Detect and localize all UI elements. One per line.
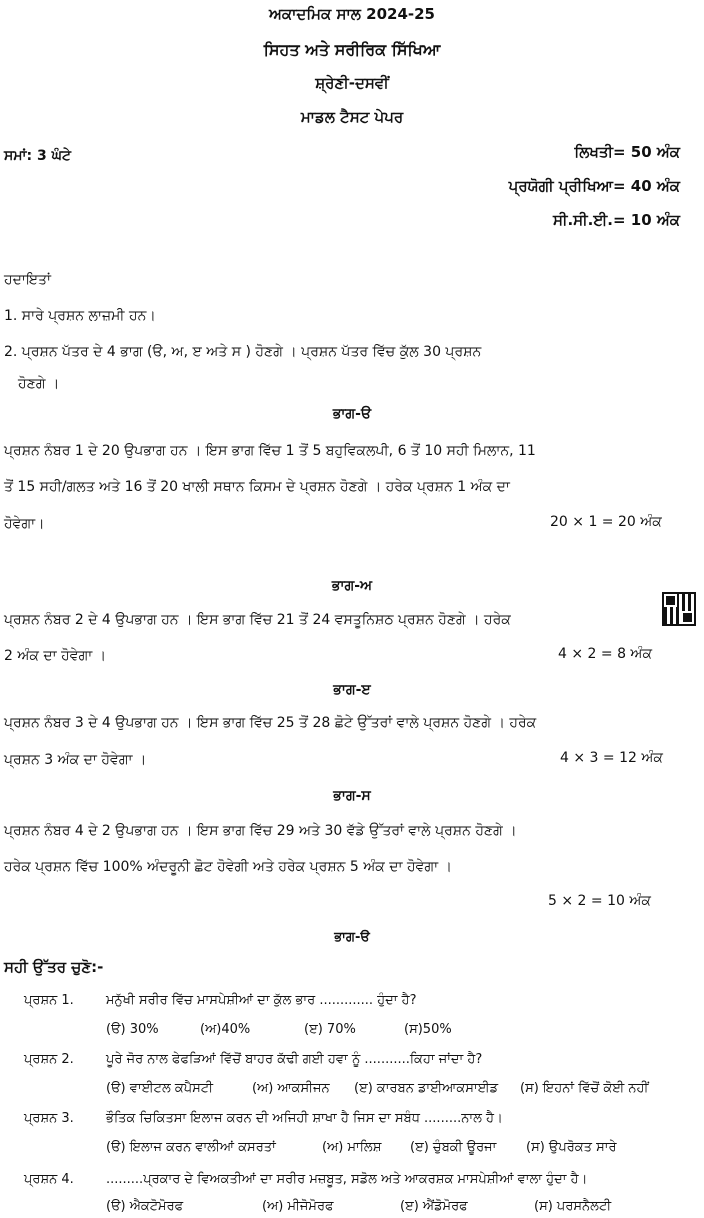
question-4-number: ਪ੍ਰਸ਼ਨ 4.	[24, 1172, 74, 1187]
marks-cce: ਸੀ.ਸੀ.ਈ.= 10 ਅੰਕ	[552, 211, 680, 229]
instruction-1: 1. ਸਾਰੇ ਪ੍ਰਸ਼ਨ ਲਾਜ਼ਮੀ ਹਨ।	[4, 308, 156, 324]
section-b-title: ਭਾਗ-ਅ	[331, 578, 373, 594]
section-c-line-2: ਪ੍ਰਸ਼ਨ 3 ਅੰਕ ਦਾ ਹੋਵੇਗਾ ।	[4, 752, 147, 768]
section-d-line-1: ਪ੍ਰਸ਼ਨ ਨੰਬਰ 4 ਦੇ 2 ਉਪਭਾਗ ਹਨ । ਇਸ ਭਾਗ ਵਿੱਚ 29 ਅਤੇ 30 ਵੱਡੇ ਉੱਤਰਾਂ ਵਾਲੇ ਪ੍ਰਸ਼ਨ ਹੋਣਗੇ ।	[4, 823, 517, 839]
academic-session: ਅਕਾਦਮਿਕ ਸਾਲ 2024-25	[269, 5, 435, 23]
section-d-marks: 5 × 2 = 10 ਅੰਕ	[548, 893, 651, 909]
class-label: ਸ਼੍ਰੇਣੀ-ਦਸਵੀਂ	[315, 74, 389, 92]
section-a-title: ਭਾਗ-ੳ	[332, 406, 372, 422]
q1-option-c: (ੲ) 70%	[304, 1022, 356, 1037]
q2-option-b: (ਅ) ਆਕਸੀਜਨ	[252, 1081, 330, 1096]
question-3-number: ਪ੍ਰਸ਼ਨ 3.	[24, 1111, 74, 1126]
q3-option-b: (ਅ) ਮਾਲਿਸ਼	[322, 1140, 382, 1155]
qr-code-icon	[662, 592, 696, 626]
q2-option-d: (ਸ) ਇਹਨਾਂ ਵਿੱਚੋਂ ਕੋਈ ਨਹੀਂ	[520, 1081, 649, 1096]
question-1-text: ਮਨੁੱਖੀ ਸਰੀਰ ਵਿੱਚ ਮਾਸਪੇਸ਼ੀਆਂ ਦਾ ਕੁੱਲ ਭਾਰ ............. ਹੁੰਦਾ ਹੈ?	[106, 993, 417, 1008]
question-2-number: ਪ੍ਰਸ਼ਨ 2.	[24, 1052, 74, 1067]
q4-option-c: (ੲ) ਐਂਡੋਮੋਰਫ	[400, 1199, 468, 1214]
q1-option-a: (ੳ) 30%	[106, 1022, 159, 1037]
q1-option-b: (ਅ)40%	[200, 1022, 251, 1037]
section-c-line-1: ਪ੍ਰਸ਼ਨ ਨੰਬਰ 3 ਦੇ 4 ਉਪਭਾਗ ਹਨ । ਇਸ ਭਾਗ ਵਿੱਚ 25 ਤੋਂ 28 ਛੋਟੇ ਉੱਤਰਾਂ ਵਾਲੇ ਪ੍ਰਸ਼ਨ ਹੋਣਗੇ । ਹਰੇਕ	[4, 715, 537, 731]
question-3-text: ਭੌਤਿਕ ਚਿਕਿਤਸਾ ਇਲਾਜ ਕਰਨ ਦੀ ਅਜਿਹੀ ਸ਼ਾਖਾ ਹੈ ਜਿਸ ਦਾ ਸਬੰਧ .........ਨਾਲ ਹੈ।	[106, 1111, 503, 1126]
section-d-title: ਭਾਗ-ਸ	[333, 788, 371, 804]
section-a-marks: 20 × 1 = 20 ਅੰਕ	[550, 514, 662, 530]
marks-written: ਲਿਖਤੀ= 50 ਅੰਕ	[574, 143, 680, 161]
section-a-line-1: ਪ੍ਰਸ਼ਨ ਨੰਬਰ 1 ਦੇ 20 ਉਪਭਾਗ ਹਨ । ਇਸ ਭਾਗ ਵਿੱਚ 1 ਤੋਂ 5 ਬਹੁਵਿਕਲਪੀ, 6 ਤੋਂ 10 ਸਹੀ ਮਿਲਾਨ, 11	[4, 443, 536, 459]
instruction-2: 2. ਪ੍ਰਸ਼ਨ ਪੱਤਰ ਦੇ 4 ਭਾਗ (ੳ, ਅ, ੲ ਅਤੇ ਸ ) ਹੋਣਗੇ । ਪ੍ਰਸ਼ਨ ਪੱਤਰ ਵਿੱਚ ਕੁੱਲ 30 ਪ੍ਰਸ਼ਨ	[4, 344, 482, 360]
choose-correct-heading: ਸਹੀ ਉੱਤਰ ਚੁਣੋ:-	[4, 958, 104, 976]
q2-option-a: (ੳ) ਵਾਈਟਲ ਕਪੈਸਟੀ	[106, 1081, 214, 1096]
q3-option-c: (ੲ) ਚੁੰਬਕੀ ਊਰਜਾ	[410, 1140, 497, 1155]
question-1-number: ਪ੍ਰਸ਼ਨ 1.	[24, 993, 74, 1008]
q4-option-a: (ੳ) ਐਕਟੋਮੋਰਫ	[106, 1199, 184, 1214]
q3-option-a: (ੳ) ਇਲਾਜ ਕਰਨ ਵਾਲੀਆਂ ਕਸਰਤਾਂ	[106, 1140, 276, 1155]
section-c-marks: 4 × 3 = 12 ਅੰਕ	[560, 750, 663, 766]
q4-option-b: (ਅ) ਮੀਜੋਮੋਰਫ	[262, 1199, 334, 1214]
q3-option-d: (ਸ) ਉਪਰੋਕਤ ਸਾਰੇ	[526, 1140, 617, 1155]
section-c-title: ਭਾਗ-ੲ	[333, 682, 371, 698]
q2-option-c: (ੲ) ਕਾਰਬਨ ਡਾਈਆਕਸਾਈਡ	[354, 1081, 499, 1096]
q1-option-d: (ਸ)50%	[404, 1022, 452, 1037]
section-a-line-3: ਹੋਵੇਗਾ।	[4, 516, 45, 532]
question-4-text: .........ਪ੍ਰਕਾਰ ਦੇ ਵਿਅਕਤੀਆਂ ਦਾ ਸਰੀਰ ਮਜ਼ਬੂਤ, ਸਡੋਲ ਅਤੇ ਆਕਰਸ਼ਕ ਮਾਸਪੇਸ਼ੀਆਂ ਵਾਲਾ ਹੁੰਦਾ ਹੈ।	[106, 1172, 588, 1187]
instructions-heading: ਹਦਾਇਤਾਂ	[4, 272, 51, 288]
marks-practical: ਪ੍ਰਯੋਗੀ ਪ੍ਰੀਖਿਆ= 40 ਅੰਕ	[508, 177, 680, 195]
section-d-line-2: ਹਰੇਕ ਪ੍ਰਸ਼ਨ ਵਿੱਚ 100% ਅੰਦਰੂਨੀ ਛੋਟ ਹੋਵੇਗੀ ਅਤੇ ਹਰੇਕ ਪ੍ਰਸ਼ਨ 5 ਅੰਕ ਦਾ ਹੋਵੇਗਾ ।	[4, 859, 452, 875]
part-a-title: ਭਾਗ-ੳ	[334, 930, 370, 945]
instruction-2-cont: ਹੋਣਗੇ ।	[18, 376, 60, 392]
paper-title: ਮਾਡਲ ਟੈਸਟ ਪੇਪਰ	[300, 108, 404, 126]
question-2-text: ਪੂਰੇ ਜੋਰ ਨਾਲ ਫੇਫੜਿਆਂ ਵਿੱਚੋਂ ਬਾਹਰ ਕੱਢੀ ਗਈ ਹਵਾ ਨੂੰ ...........ਕਿਹਾ ਜਾਂਦਾ ਹੈ?	[106, 1052, 483, 1067]
section-a-line-2: ਤੋਂ 15 ਸਹੀ/ਗਲਤ ਅਤੇ 16 ਤੋਂ 20 ਖਾਲੀ ਸਥਾਨ ਕਿਸਮ ਦੇ ਪ੍ਰਸ਼ਨ ਹੋਣਗੇ । ਹਰੇਕ ਪ੍ਰਸ਼ਨ 1 ਅੰਕ ਦਾ	[4, 479, 510, 495]
section-b-line-1: ਪ੍ਰਸ਼ਨ ਨੰਬਰ 2 ਦੇ 4 ਉਪਭਾਗ ਹਨ । ਇਸ ਭਾਗ ਵਿੱਚ 21 ਤੋਂ 24 ਵਸਤੂਨਿਸ਼ਠ ਪ੍ਰਸ਼ਨ ਹੋਣਗੇ । ਹਰੇਕ	[4, 612, 511, 628]
section-b-line-2: 2 ਅੰਕ ਦਾ ਹੋਵੇਗਾ ।	[4, 648, 107, 664]
q4-option-d: (ਸ) ਪਰਸਨੈਲਟੀ	[534, 1199, 612, 1214]
section-b-marks: 4 × 2 = 8 ਅੰਕ	[558, 646, 653, 662]
subject-title: ਸਿਹਤ ਅਤੇ ਸਰੀਰਿਕ ਸਿੱਖਿਆ	[263, 40, 441, 59]
time-allowed: ਸਮਾਂ: 3 ਘੰਟੇ	[4, 148, 71, 164]
